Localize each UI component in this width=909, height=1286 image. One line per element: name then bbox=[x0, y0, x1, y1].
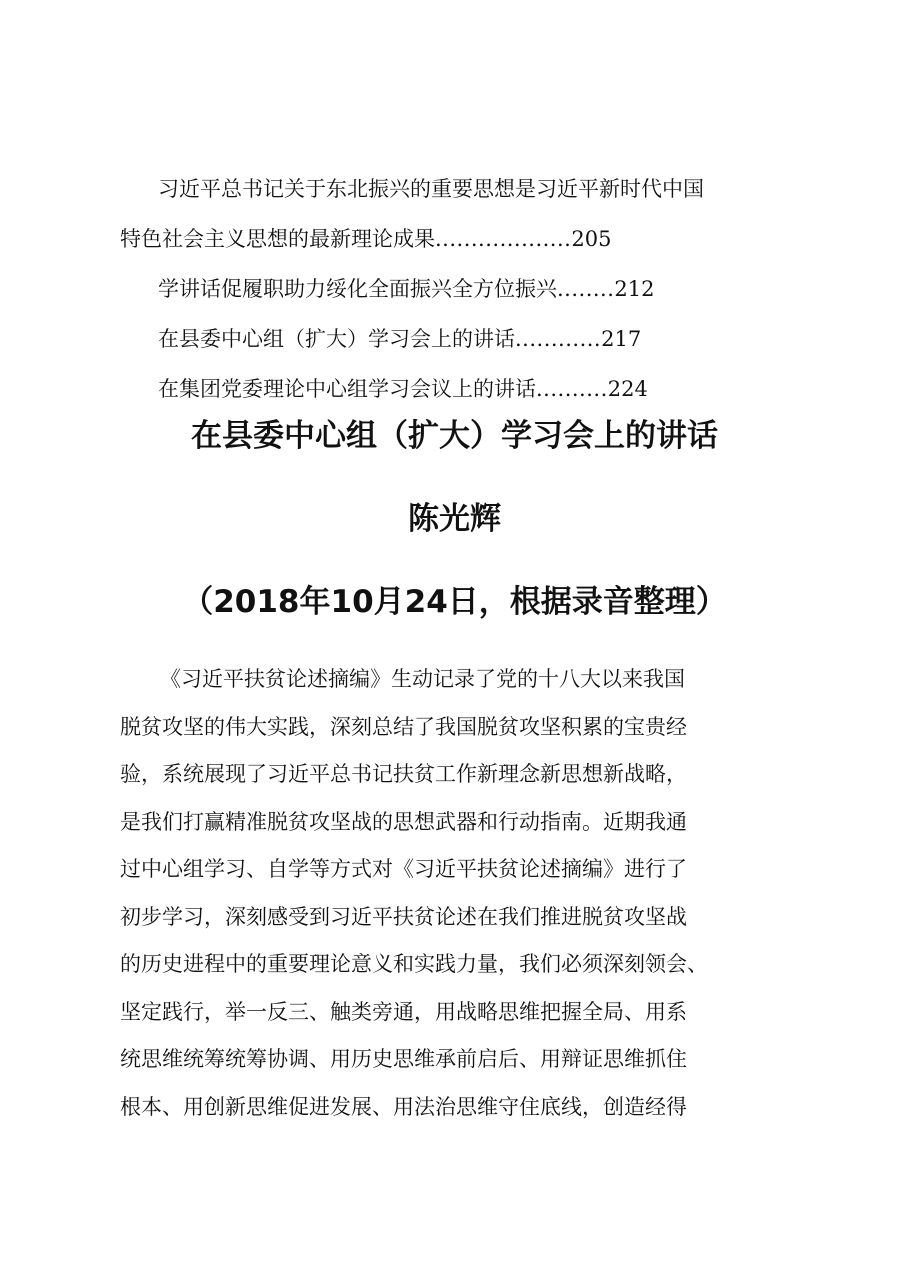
article-title: 在县委中心组（扩大）学习会上的讲话 bbox=[191, 418, 718, 454]
table-of-contents bbox=[120, 164, 800, 414]
body-line: 脱贫攻坚的伟大实践，深刻总结了我国脱贫攻坚积累的宝贵经 bbox=[120, 714, 687, 739]
toc-entry-3 bbox=[120, 314, 800, 364]
toc-leader-dots: .......... bbox=[536, 377, 608, 401]
toc-leader-dots: ................... bbox=[435, 227, 572, 251]
body-line: 过中心组学习、自学等方式对《习近平扶贫论述摘编》进行了 bbox=[120, 857, 687, 881]
toc-entry-text: 学讲话促履职助力绥化全面振兴全方位振兴 bbox=[158, 277, 557, 301]
body-line: 坚定践行，举一反三、触类旁通，用战略思维把握全局、用系 bbox=[120, 999, 687, 1024]
body-line: 统思维统筹统筹协调、用历史思维承前启后、用辩证思维抓住 bbox=[120, 1047, 687, 1071]
toc-entry-text: 在县委中心组（扩大）学习会上的讲话 bbox=[158, 327, 515, 351]
toc-entry-text: 特色社会主义思想的最新理论成果 bbox=[120, 227, 435, 251]
article-body bbox=[120, 656, 800, 1131]
article-date-note: （2018年10月24日，根据录音整理） bbox=[182, 584, 727, 620]
toc-leader-dots: ............ bbox=[515, 327, 602, 351]
toc-leader-dots: ........ bbox=[557, 277, 615, 301]
body-line: 《习近平扶贫论述摘编》生动记录了党的十八大以来我国 bbox=[160, 667, 685, 691]
toc-page-number: 205 bbox=[571, 227, 612, 251]
toc-entry-1-line-2 bbox=[120, 214, 800, 264]
body-line: 根本、用创新思维促进发展、用法治思维守住底线，创造经得 bbox=[120, 1094, 687, 1119]
toc-entry-text: 在集团党委理论中心组学习会议上的讲话 bbox=[158, 377, 536, 401]
body-line: 初步学习，深刻感受到习近平扶贫论述在我们推进脱贫攻坚战 bbox=[120, 904, 687, 929]
toc-page-number: 224 bbox=[607, 377, 648, 401]
toc-entry-2 bbox=[120, 264, 800, 314]
toc-entry-4 bbox=[120, 364, 800, 414]
toc-entry-1-line-1: 习近平总书记关于东北振兴的重要思想是习近平新时代中国 bbox=[158, 177, 704, 201]
body-line: 验，系统展现了习近平总书记扶贫工作新理念新思想新战略， bbox=[120, 762, 687, 786]
toc-page-number: 217 bbox=[601, 327, 642, 351]
toc-page-number: 212 bbox=[614, 277, 655, 301]
body-line: 的历史进程中的重要理论意义和实践力量，我们必须深刻领会、 bbox=[120, 952, 708, 976]
article-author: 陈光辉 bbox=[408, 501, 501, 537]
body-line: 是我们打赢精准脱贫攻坚战的思想武器和行动指南。近期我通 bbox=[120, 809, 687, 834]
